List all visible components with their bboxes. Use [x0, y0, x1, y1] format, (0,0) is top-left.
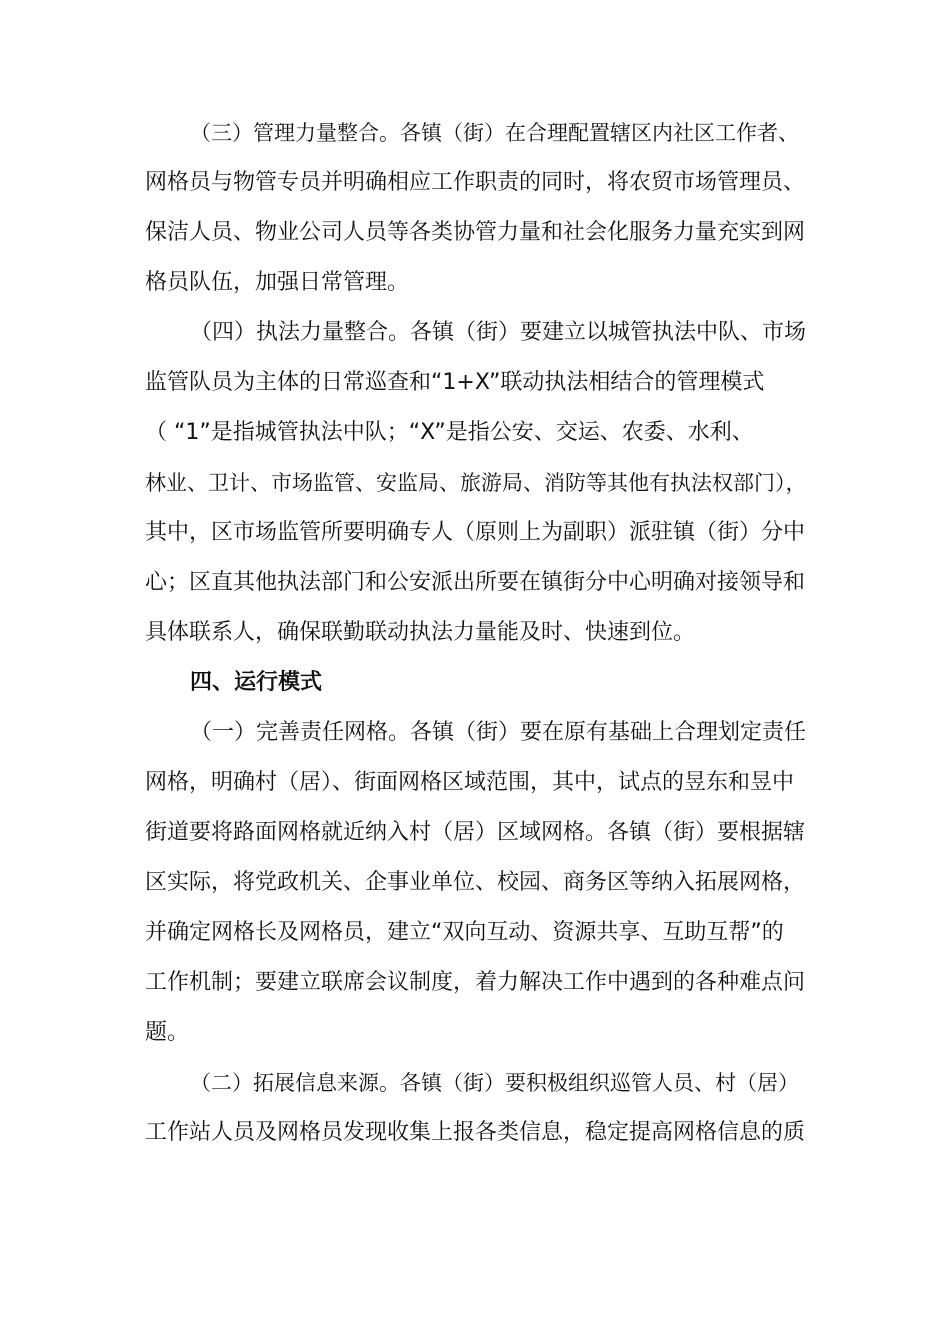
paragraph-line: 题。: [145, 1020, 190, 1045]
paragraph-line: 街道要将路面网格就近纳入村（居）区域网格。各镇（街）要根据辖: [145, 820, 806, 845]
paragraph-line: 网格员与物管专员并明确相应工作职责的同时，将农贸市场管理员、: [145, 170, 806, 195]
paragraph-line: 监管队员为主体的日常巡查和“1+X”联动执法相结合的管理模式: [145, 370, 765, 395]
paragraph-line: 心；区直其他执法部门和公安派出所要在镇街分中心明确对接领导和: [145, 570, 806, 595]
paragraph-line: 其中，区市场监管所要明确专人（原则上为副职）派驻镇（街）分中: [145, 520, 806, 545]
paragraph-line: 并确定网格长及网格员，建立“双向互动、资源共享、互助互帮”的: [145, 920, 784, 945]
paragraph-line: 区实际，将党政机关、企事业单位、校园、商务区等纳入拓展网格，: [145, 870, 806, 895]
paragraph-line: （四）执法力量整合。各镇（街）要建立以城管执法中队、市场: [190, 320, 807, 345]
paragraph-line: 工作机制；要建立联席会议制度，着力解决工作中遇到的各种难点问: [145, 970, 806, 995]
paragraph-line: 工作站人员及网格员发现收集上报各类信息，稳定提高网格信息的质: [145, 1120, 806, 1145]
paragraph-line: （一）完善责任网格。各镇（街）要在原有基础上合理划定责任: [190, 720, 807, 745]
paragraph-line: 网格，明确村（居）、街面网格区域范围，其中，试点的昱东和昱中: [145, 770, 795, 795]
section-heading: 四、运行模式: [190, 670, 323, 695]
paragraph-line: （三）管理力量整合。各镇（街）在合理配置辖区内社区工作者、: [190, 121, 799, 145]
paragraph-line: 林业、卫计、市场监管、安监局、旅游局、消防等其他有执法权部门），: [145, 471, 807, 495]
paragraph-line: 保洁人员、物业公司人员等各类协管力量和社会化服务力量充实到网: [145, 220, 806, 245]
paragraph-line: （ “1”是指城管执法中队；“X”是指公安、交运、农委、水利、: [145, 420, 754, 445]
paragraph-line: 具体联系人，确保联勤联动执法力量能及时、快速到位。: [145, 620, 696, 645]
paragraph-line: （二）拓展信息来源。各镇（街）要积极组织巡管人员、村（居）: [190, 1071, 799, 1095]
paragraph-line: 格员队伍，加强日常管理。: [145, 270, 410, 295]
